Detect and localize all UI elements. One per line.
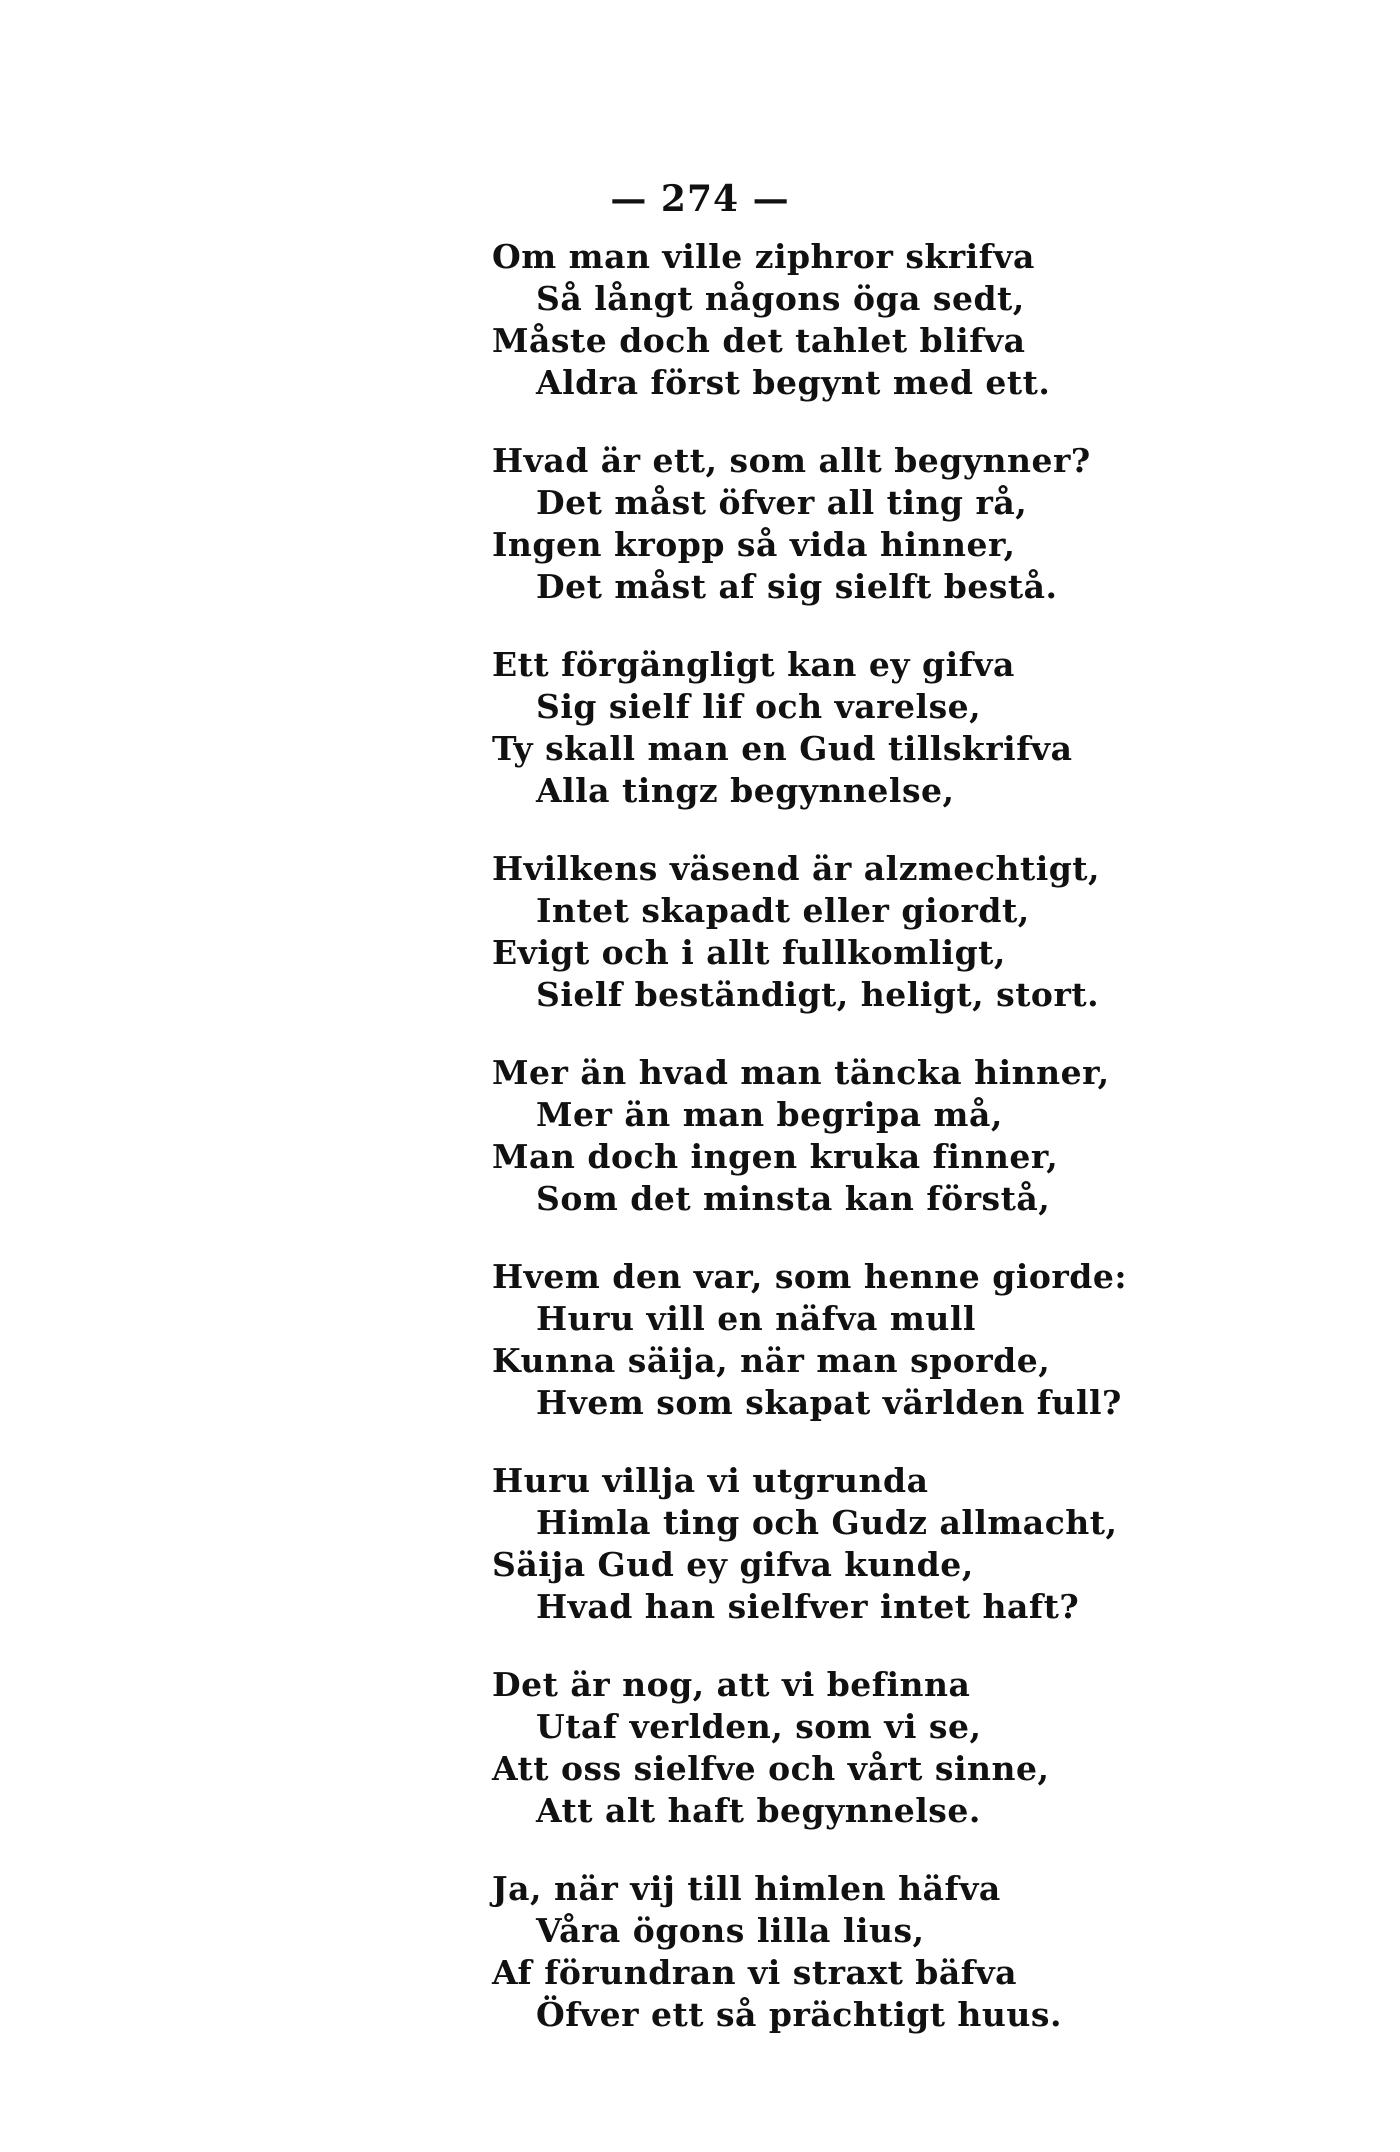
poem-line: Huru villja vi utgrunda bbox=[492, 1461, 929, 1500]
stanza-7 bbox=[492, 1460, 1212, 1628]
poem-line: Af förundran vi straxt bäfva bbox=[492, 1953, 1018, 1992]
poem-line: Så långt någons öga sedt, bbox=[536, 279, 1025, 318]
poem-line: Huru vill en näfva mull bbox=[536, 1299, 976, 1338]
poem-line: Evigt och i allt fullkomligt, bbox=[492, 933, 1006, 972]
page-number: — 274 — bbox=[610, 178, 790, 220]
poem-line: Intet skapadt eller giordt, bbox=[536, 891, 1030, 930]
poem-line: Säija Gud ey gifva kunde, bbox=[492, 1545, 974, 1584]
stanza-2 bbox=[492, 440, 1212, 608]
poem-line: Att oss sielfve och vårt sinne, bbox=[492, 1749, 1050, 1788]
poem-line: Ett förgängligt kan ey gifva bbox=[492, 645, 1015, 684]
poem-line: Hvem den var, som henne giorde: bbox=[492, 1257, 1128, 1296]
poem-line: Mer än man begripa må, bbox=[536, 1095, 1003, 1134]
stanza-9 bbox=[492, 1868, 1212, 2036]
poem-line: Det är nog, att vi befinna bbox=[492, 1665, 971, 1704]
stanza-5 bbox=[492, 1052, 1212, 1220]
poem-line: Hvem som skapat världen full? bbox=[536, 1383, 1122, 1422]
poem-line: Mer än hvad man täncka hinner, bbox=[492, 1053, 1110, 1092]
poem-line: Ja, när vij till himlen häfva bbox=[492, 1869, 1001, 1908]
poem-line: Sig sielf lif och varelse, bbox=[536, 687, 982, 726]
poem-line: Hvad är ett, som allt begynner? bbox=[492, 441, 1091, 480]
stanza-1 bbox=[492, 236, 1212, 404]
poem-line: Ingen kropp så vida hinner, bbox=[492, 525, 1016, 564]
poem-line: Himla ting och Gudz allmacht, bbox=[536, 1503, 1118, 1542]
poem-line: Kunna säija, när man sporde, bbox=[492, 1341, 1051, 1380]
stanza-4 bbox=[492, 848, 1212, 1016]
poem-line: Det måst af sig sielft bestå. bbox=[536, 567, 1058, 606]
poem-line: Sielf beständigt, heligt, stort. bbox=[536, 975, 1100, 1014]
poem-line: Hvad han sielfver intet haft? bbox=[536, 1587, 1080, 1626]
poem-line: Ty skall man en Gud tillskrifva bbox=[492, 729, 1073, 768]
poem-line: Det måst öfver all ting rå, bbox=[536, 483, 1028, 522]
stanza-6 bbox=[492, 1256, 1212, 1424]
poem-line: Måste doch det tahlet blifva bbox=[492, 321, 1026, 360]
poem bbox=[492, 236, 1212, 2072]
poem-line: Som det minsta kan förstå, bbox=[536, 1179, 1051, 1218]
poem-line: Aldra först begynt med ett. bbox=[536, 363, 1051, 402]
stanza-3 bbox=[492, 644, 1212, 812]
poem-line: Alla tingz begynnelse, bbox=[536, 771, 955, 810]
poem-line: Hvilkens väsend är alzmechtigt, bbox=[492, 849, 1101, 888]
poem-line: Våra ögons lilla lius, bbox=[536, 1911, 925, 1950]
poem-line: Man doch ingen kruka finner, bbox=[492, 1137, 1059, 1176]
poem-line: Att alt haft begynnelse. bbox=[536, 1791, 981, 1830]
poem-line: Utaf verlden, som vi se, bbox=[536, 1707, 982, 1746]
stanza-8 bbox=[492, 1664, 1212, 1832]
poem-line: Om man ville ziphror skrifva bbox=[492, 237, 1035, 276]
poem-line: Öfver ett så prächtigt huus. bbox=[536, 1995, 1062, 2034]
